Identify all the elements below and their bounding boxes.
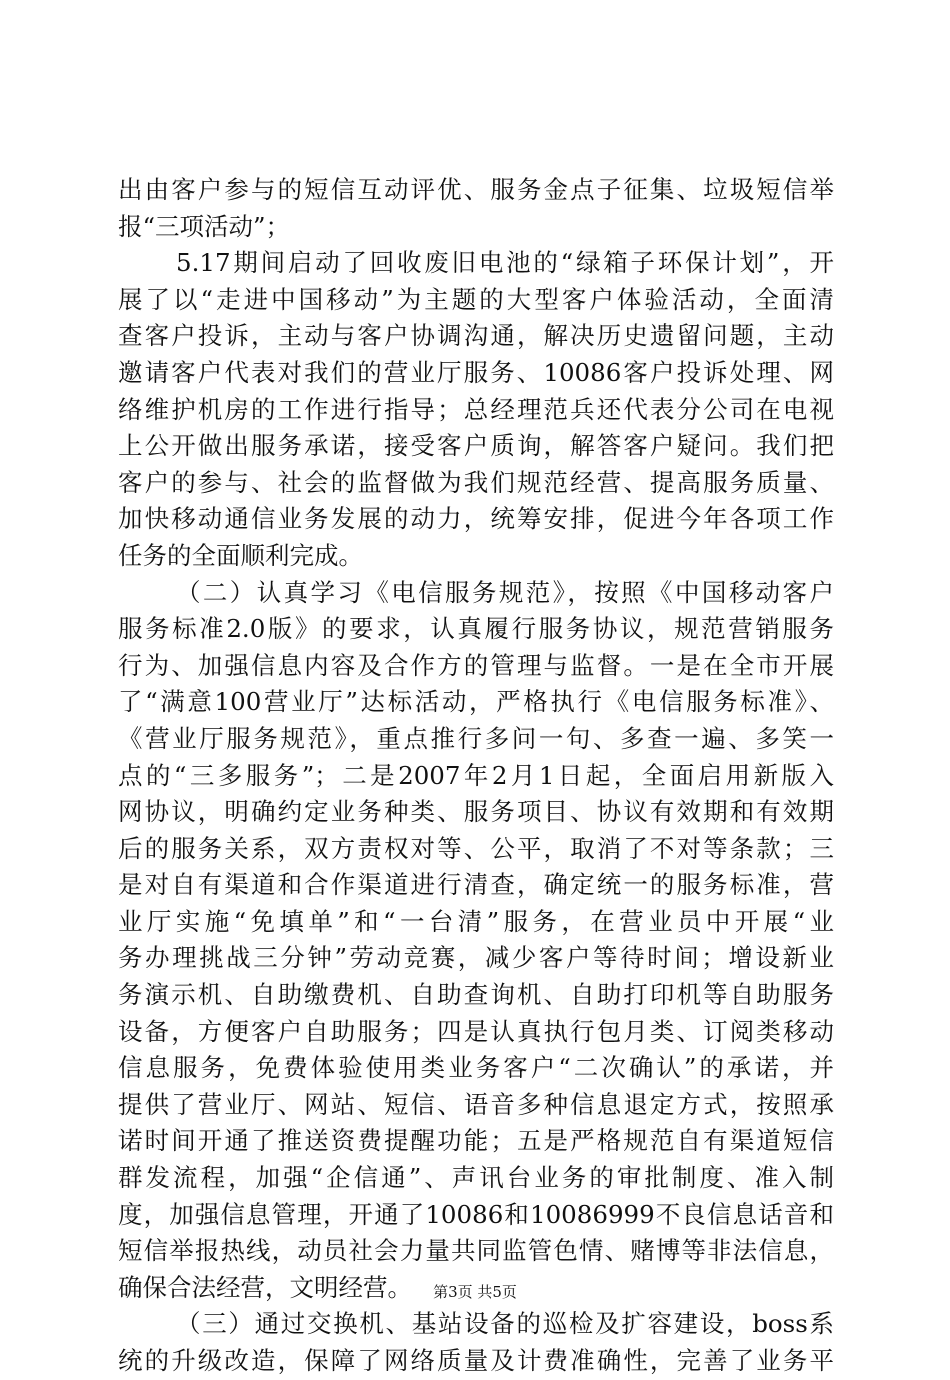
page-number-footer: 第3页 共5页 (433, 1283, 517, 1301)
text-line: 务办理挑战三分钟”劳动竞赛，减少客户等待时间；增设新业 (118, 943, 834, 973)
text-line: 设备，方便客户自助服务；四是认真执行包月类、订阅类移动 (118, 1016, 834, 1046)
text-line: 群发流程，加强“企信通”、声讯台业务的审批制度、准入制 (118, 1163, 834, 1193)
text-line: 络维护机房的工作进行指导；总经理范兵还代表分公司在电视 (118, 394, 834, 424)
text-line: 服务标准2.0版》的要求，认真履行服务协议，规范营销服务 (118, 614, 834, 644)
text-line: 展了以“走进中国移动”为主题的大型客户体验活动，全面清 (118, 284, 834, 314)
text-line: 网协议，明确约定业务种类、服务项目、协议有效期和有效期 (118, 797, 834, 827)
text-line: 点的“三多服务”；二是2007年2月1日起，全面启用新版入 (118, 760, 834, 790)
text-line: 加快移动通信业务发展的动力，统筹安排，促进今年各项工作 (118, 504, 834, 534)
text-line: 《营业厅服务规范》，重点推行多问一句、多查一遍、多笑一 (118, 723, 834, 753)
text-line: 统的升级改造，保障了网络质量及计费准确性，完善了业务平 (118, 1346, 834, 1375)
paragraph-start-line: 5.17期间启动了回收废旧电池的“绿箱子环保计划”，开 (176, 248, 834, 278)
paragraph-start-line: （三）通过交换机、基站设备的巡检及扩容建设，boss系 (176, 1309, 834, 1339)
text-line: 了“满意100营业厅”达标活动，严格执行《电信服务标准》、 (118, 687, 834, 717)
text-line: 上公开做出服务承诺，接受客户质询，解答客户疑问。我们把 (118, 431, 834, 461)
text-line: 出由客户参与的短信互动评优、服务金点子征集、垃圾短信举 (118, 175, 834, 204)
text-line: 是对自有渠道和合作渠道进行清查，确定统一的服务标准，营 (118, 870, 834, 900)
text-line: 诺时间开通了推送资费提醒功能；五是严格规范自有渠道短信 (118, 1126, 834, 1156)
body-text (118, 172, 834, 1380)
text-line: 务演示机、自助缴费机、自助查询机、自助打印机等自助服务 (118, 980, 834, 1010)
text-line: 报“三项活动”； (118, 211, 291, 241)
text-line: 提供了营业厅、网站、短信、语音多种信息退定方式，按照承 (118, 1089, 834, 1119)
paragraph-start-line: （二）认真学习《电信服务规范》，按照《中国移动客户 (176, 577, 834, 607)
text-line: 短信举报热线，动员社会力量共同监管色情、赌博等非法信息， (118, 1236, 834, 1266)
text-line: 确保合法经营，文明经营。 (118, 1272, 412, 1302)
text-line: 信息服务，免费体验使用类业务客户“二次确认”的承诺，并 (118, 1053, 834, 1083)
text-line: 后的服务关系，双方责权对等、公平，取消了不对等条款；三 (118, 833, 834, 863)
text-line: 客户的参与、社会的监督做为我们规范经营、提高服务质量、 (118, 467, 834, 497)
text-line: 查客户投诉，主动与客户协调沟通，解决历史遗留问题，主动 (118, 321, 834, 351)
text-line: 业厅实施“免填单”和“一台清”服务，在营业员中开展“业 (118, 906, 834, 936)
text-line: 度，加强信息管理，开通了10086和10086999不良信息话音和 (118, 1199, 834, 1229)
text-line: 邀请客户代表对我们的营业厅服务、10086客户投诉处理、网 (118, 357, 834, 387)
text-line: 行为、加强信息内容及合作方的管理与监督。一是在全市开展 (118, 650, 834, 680)
text-line: 任务的全面顺利完成。 (118, 540, 363, 570)
